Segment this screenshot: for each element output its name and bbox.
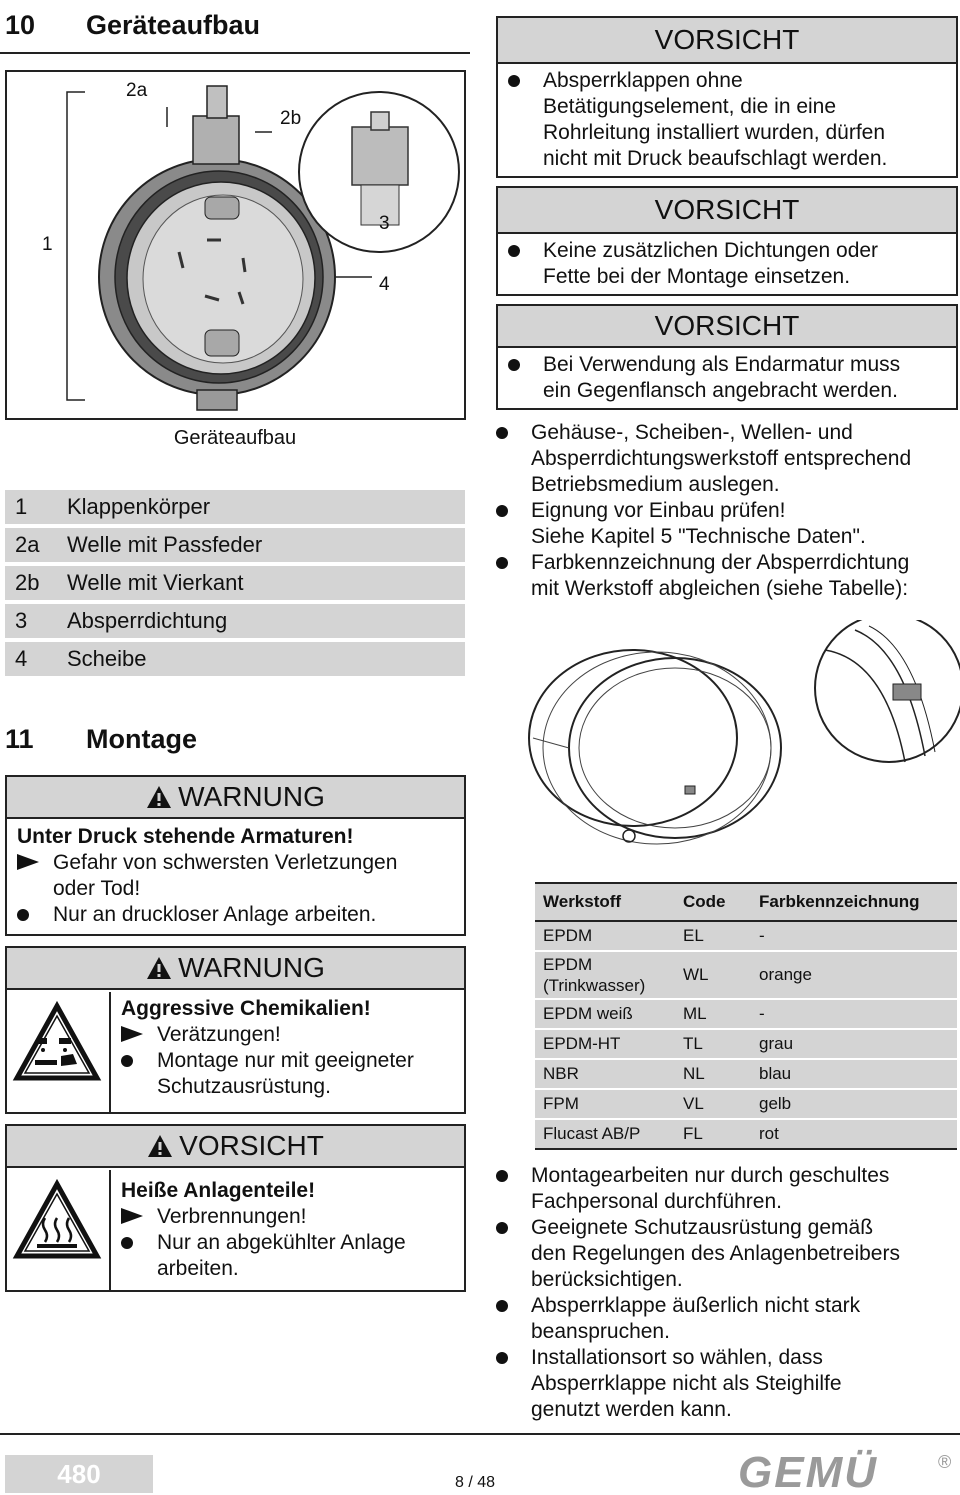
bullet-icon bbox=[496, 557, 508, 569]
list-item bbox=[496, 498, 958, 550]
table-cell: VL bbox=[675, 1089, 751, 1119]
list-item bbox=[496, 1163, 958, 1215]
bullet-icon bbox=[496, 1222, 508, 1234]
warning-consequence bbox=[17, 850, 464, 902]
bullet-icon bbox=[508, 245, 520, 257]
list-line: den Regelungen des Anlagenbetreibers bbox=[531, 1242, 900, 1265]
consequence-line: Gefahr von schwersten Verletzungen bbox=[53, 851, 398, 874]
measure-line: arbeiten. bbox=[157, 1257, 239, 1280]
measure-line: Montage nur mit geeigneter bbox=[157, 1049, 414, 1072]
table-cell bbox=[535, 951, 675, 999]
bullet-icon bbox=[496, 1352, 508, 1364]
caution-title: VORSICHT bbox=[498, 18, 956, 64]
table-cell: - bbox=[751, 999, 957, 1029]
caution-line: Absperrklappen ohne bbox=[543, 69, 743, 92]
arrow-icon bbox=[121, 1026, 143, 1042]
table-cell: gelb bbox=[751, 1089, 957, 1119]
list-line: Gehäuse-, Scheiben-, Wellen- und bbox=[531, 421, 853, 444]
figure-label-3: 3 bbox=[379, 213, 390, 234]
table-cell: NL bbox=[675, 1059, 751, 1089]
part-name: Klappenkörper bbox=[67, 494, 211, 519]
warning-measure bbox=[17, 902, 464, 928]
table-cell: FPM bbox=[535, 1089, 675, 1119]
list-line: Absperrklappe nicht als Steighilfe bbox=[531, 1372, 842, 1395]
material-table bbox=[535, 882, 957, 1150]
bullet-icon bbox=[496, 1300, 508, 1312]
caution-heading: Heiße Anlagenteile! bbox=[121, 1179, 316, 1202]
table-cell: WL bbox=[675, 951, 751, 999]
registered-mark: ® bbox=[938, 1452, 952, 1472]
list-item bbox=[496, 420, 958, 498]
part-number: 2b bbox=[15, 570, 40, 595]
table-cell: EPDM weiß bbox=[535, 999, 675, 1029]
material-instructions bbox=[496, 420, 958, 602]
table-cell: Flucast AB/P bbox=[535, 1119, 675, 1149]
bullet-icon bbox=[496, 505, 508, 517]
caution-title: VORSICHT bbox=[179, 1130, 324, 1161]
list-line: Geeignete Schutzausrüstung gemäß bbox=[531, 1216, 874, 1239]
warning-triangle-icon bbox=[146, 956, 172, 980]
warning-content bbox=[121, 996, 461, 1100]
table-cell: blau bbox=[751, 1059, 957, 1089]
list-line: mit Werkstoff abgleichen (siehe Tabelle): bbox=[531, 577, 909, 600]
caution-title: VORSICHT bbox=[498, 306, 956, 348]
material-table-wrap bbox=[535, 882, 957, 1150]
bullet-icon bbox=[121, 1237, 133, 1249]
warning-box-chemicals bbox=[5, 946, 466, 1114]
section-title: Montage bbox=[86, 724, 197, 754]
product-badge: 480 bbox=[5, 1455, 153, 1493]
list-line: Betriebsmedium auslegen. bbox=[531, 473, 780, 496]
caution-bullet bbox=[498, 64, 956, 172]
list-item bbox=[496, 1345, 958, 1423]
part-number: 1 bbox=[15, 494, 28, 519]
warning-consequence bbox=[121, 1022, 461, 1048]
list-line: berücksichtigen. bbox=[531, 1268, 683, 1291]
bullet-icon bbox=[508, 359, 520, 371]
caution-box-2 bbox=[496, 186, 958, 296]
list-line: Siehe Kapitel 5 "Technische Daten". bbox=[531, 525, 866, 548]
cell-line: (Trinkwasser) bbox=[543, 976, 646, 995]
parts-row bbox=[5, 528, 465, 562]
list-line: Fachpersonal durchführen. bbox=[531, 1190, 782, 1213]
caution-line: Keine zusätzlichen Dichtungen oder bbox=[543, 239, 879, 262]
caution-consequence bbox=[121, 1204, 461, 1230]
figure-label-2b: 2b bbox=[280, 108, 302, 129]
section-number: 10 bbox=[5, 10, 36, 40]
part-number: 4 bbox=[15, 646, 28, 671]
caution-header bbox=[7, 1126, 464, 1168]
figure-frame bbox=[5, 70, 466, 420]
arrow-icon bbox=[121, 1208, 143, 1224]
table-row bbox=[535, 999, 957, 1029]
pictogram-cell bbox=[7, 992, 111, 1112]
warning-header bbox=[7, 777, 464, 819]
hot-surface-icon bbox=[7, 1170, 107, 1280]
measure-line: Nur an druckloser Anlage arbeiten. bbox=[53, 903, 377, 926]
page-number: 8 / 48 bbox=[455, 1474, 496, 1491]
section-number: 11 bbox=[5, 724, 34, 754]
bullet-icon bbox=[17, 909, 29, 921]
caution-content bbox=[121, 1178, 461, 1282]
table-cell: NBR bbox=[535, 1059, 675, 1089]
caution-line: nicht mit Druck beaufschlagt werden. bbox=[543, 147, 888, 170]
table-cell: EL bbox=[675, 921, 751, 951]
warning-triangle-icon bbox=[146, 785, 172, 809]
table-row bbox=[535, 1119, 957, 1149]
figure-caption: Geräteaufbau bbox=[173, 427, 297, 449]
list-line: Absperrklappe äußerlich nicht stark bbox=[531, 1294, 861, 1317]
table-cell: orange bbox=[751, 951, 957, 999]
consequence-line: Verätzungen! bbox=[157, 1023, 281, 1046]
table-row bbox=[535, 1029, 957, 1059]
list-line: Absperrdichtungswerkstoff entsprechend bbox=[531, 447, 912, 470]
part-number: 3 bbox=[15, 608, 28, 633]
cell-line: EPDM bbox=[543, 955, 593, 974]
caution-bullet bbox=[498, 348, 956, 404]
arrow-icon bbox=[17, 854, 39, 870]
table-row bbox=[535, 1089, 957, 1119]
bullet-icon bbox=[496, 1170, 508, 1182]
parts-row bbox=[5, 642, 465, 676]
pictogram-cell bbox=[7, 1170, 111, 1290]
figure-label-4: 4 bbox=[379, 274, 390, 295]
list-line: Eignung vor Einbau prüfen! bbox=[531, 499, 786, 522]
table-header: Werkstoff bbox=[535, 883, 675, 921]
table-row bbox=[535, 1059, 957, 1089]
part-name: Absperrdichtung bbox=[67, 608, 228, 633]
parts-row bbox=[5, 490, 465, 524]
part-name: Welle mit Passfeder bbox=[67, 532, 263, 557]
consequence-line: Verbrennungen! bbox=[157, 1205, 307, 1228]
caution-box-hot bbox=[5, 1124, 466, 1292]
valve-illustration bbox=[7, 72, 464, 418]
footer-rule bbox=[0, 1433, 960, 1435]
section-title: Geräteaufbau bbox=[86, 10, 261, 40]
warning-triangle-icon bbox=[147, 1134, 173, 1158]
table-cell: ML bbox=[675, 999, 751, 1029]
table-cell: TL bbox=[675, 1029, 751, 1059]
table-cell: rot bbox=[751, 1119, 957, 1149]
heading-rule bbox=[0, 52, 470, 54]
parts-row bbox=[5, 566, 465, 600]
seal-ring-illustration bbox=[525, 620, 960, 880]
table-row bbox=[535, 921, 957, 951]
table-header: Farbkennzeichnung bbox=[751, 883, 957, 921]
caution-bullet bbox=[498, 234, 956, 290]
caution-title: VORSICHT bbox=[498, 188, 956, 234]
corrosive-hazard-icon bbox=[7, 992, 107, 1102]
list-item bbox=[496, 1215, 958, 1293]
warning-title: WARNUNG bbox=[178, 781, 325, 812]
table-cell: grau bbox=[751, 1029, 957, 1059]
caution-line: ein Gegenflansch angebracht werden. bbox=[543, 379, 898, 402]
caution-line: Bei Verwendung als Endarmatur muss bbox=[543, 353, 901, 376]
warning-title: WARNUNG bbox=[178, 952, 325, 983]
table-cell: - bbox=[751, 921, 957, 951]
list-line: Farbkennzeichnung der Absperrdichtung bbox=[531, 551, 910, 574]
table-cell: FL bbox=[675, 1119, 751, 1149]
warning-heading: Aggressive Chemikalien! bbox=[121, 997, 371, 1020]
caution-line: Fette bei der Montage einsetzen. bbox=[543, 265, 851, 288]
part-name: Welle mit Vierkant bbox=[67, 570, 244, 595]
list-line: Montagearbeiten nur durch geschultes bbox=[531, 1164, 890, 1187]
caution-line: Rohrleitung installiert wurden, dürfen bbox=[543, 121, 886, 144]
brand-logo: GEMÜ bbox=[738, 1448, 878, 1495]
warning-header bbox=[7, 948, 464, 990]
table-cell: EPDM-HT bbox=[535, 1029, 675, 1059]
parts-row bbox=[5, 604, 465, 638]
warning-heading: Unter Druck stehende Armaturen! bbox=[17, 825, 354, 848]
warning-box-pressure bbox=[5, 775, 466, 936]
part-number: 2a bbox=[15, 532, 40, 557]
caution-box-1 bbox=[496, 16, 958, 178]
warning-measure bbox=[121, 1048, 461, 1100]
measure-line: Nur an abgekühlter Anlage bbox=[157, 1231, 406, 1254]
list-line: genutzt werden kann. bbox=[531, 1398, 732, 1421]
list-item bbox=[496, 550, 958, 602]
table-header: Code bbox=[675, 883, 751, 921]
consequence-line: oder Tod! bbox=[53, 877, 141, 900]
measure-line: Schutzausrüstung. bbox=[157, 1075, 331, 1098]
figure-label-2a: 2a bbox=[126, 80, 148, 101]
list-item bbox=[496, 1293, 958, 1345]
list-line: beanspruchen. bbox=[531, 1320, 670, 1343]
part-name: Scheibe bbox=[67, 646, 147, 671]
caution-line: Betätigungselement, die in eine bbox=[543, 95, 837, 118]
bullet-icon bbox=[508, 75, 520, 87]
figure-label-1: 1 bbox=[42, 234, 53, 255]
list-line: Installationsort so wählen, dass bbox=[531, 1346, 823, 1369]
installation-instructions bbox=[496, 1163, 958, 1423]
table-cell: EPDM bbox=[535, 921, 675, 951]
caution-measure bbox=[121, 1230, 461, 1282]
bullet-icon bbox=[121, 1055, 133, 1067]
bullet-icon bbox=[496, 427, 508, 439]
table-row bbox=[535, 951, 957, 999]
caution-box-3 bbox=[496, 304, 958, 410]
